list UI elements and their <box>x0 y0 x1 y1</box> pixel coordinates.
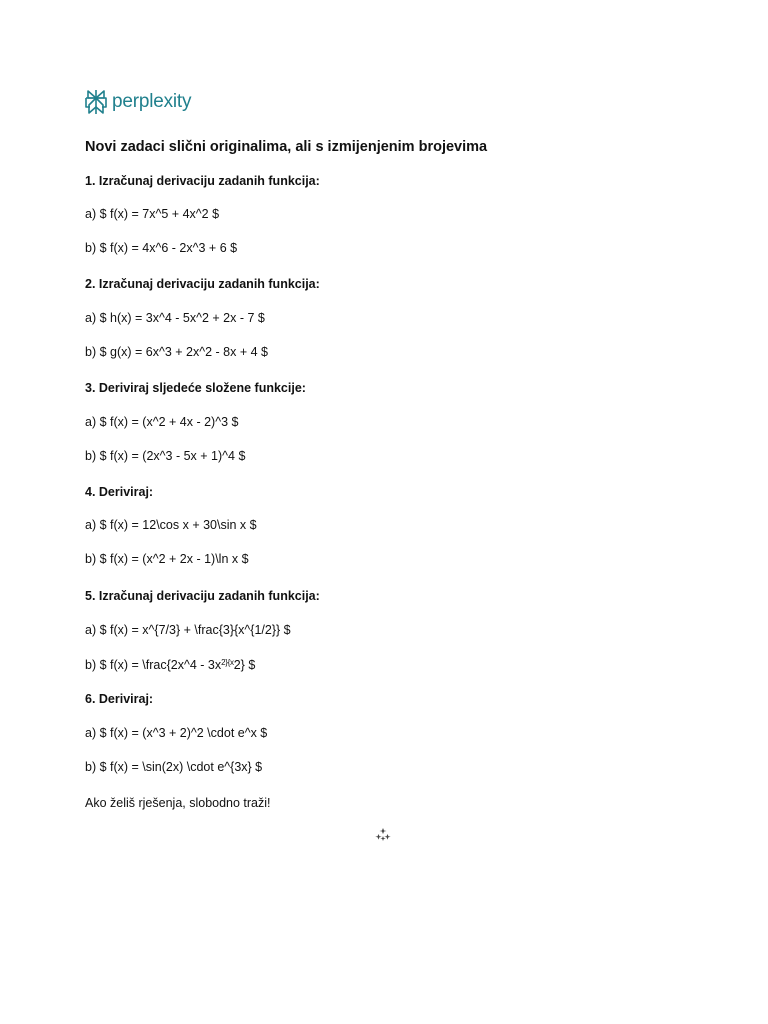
section-5-item-b-prefix: b) $ f(x) = \frac{2x^4 - 3x <box>85 658 222 672</box>
section-2-heading: 2. Izračunaj derivaciju zadanih funkcija: <box>85 277 320 291</box>
section-5-heading: 5. Izračunaj derivaciju zadanih funkcija: <box>85 589 320 603</box>
section-4-item-b: b) $ f(x) = (x^2 + 2x - 1)\ln x $ <box>85 552 249 566</box>
section-6-item-a: a) $ f(x) = (x^3 + 2)^2 \cdot e^x $ <box>85 726 268 740</box>
perplexity-logo <box>85 88 191 116</box>
section-3-item-a: a) $ f(x) = (x^2 + 4x - 2)^3 $ <box>85 415 239 429</box>
section-6-item-b: b) $ f(x) = \sin(2x) \cdot e^{3x} $ <box>85 760 263 774</box>
section-3-heading: 3. Deriviraj sljedeće složene funkcije: <box>85 381 306 395</box>
perplexity-logo-icon <box>85 89 107 115</box>
section-1-item-a: a) $ f(x) = 7x^5 + 4x^2 $ <box>85 207 220 221</box>
section-4-heading: 4. Deriviraj: <box>85 485 154 499</box>
section-5-item-b-suffix: 2} $ <box>233 658 256 672</box>
section-5-item-b-superscript: 2}{x <box>221 658 234 667</box>
section-5-item-b <box>85 655 255 673</box>
sparkle-cluster-icon <box>375 828 391 842</box>
section-4-item-a: a) $ f(x) = 12\cos x + 30\sin x $ <box>85 518 257 532</box>
brand-name: perplexity <box>112 91 192 112</box>
section-6-heading: 6. Deriviraj: <box>85 692 154 706</box>
closing-text: Ako želiš rješenja, slobodno traži! <box>85 796 271 810</box>
section-5-item-a: a) $ f(x) = x^{7/3} + \frac{3}{x^{1/2}} $ <box>85 623 291 637</box>
section-2-item-a: a) $ h(x) = 3x^4 - 5x^2 + 2x - 7 $ <box>85 311 265 325</box>
section-2-item-b: b) $ g(x) = 6x^3 + 2x^2 - 8x + 4 $ <box>85 345 269 359</box>
page-title: Novi zadaci slični originalima, ali s izmijenjenim brojevima <box>85 139 488 155</box>
section-3-item-b: b) $ f(x) = (2x^3 - 5x + 1)^4 $ <box>85 449 246 463</box>
section-1-heading: 1. Izračunaj derivaciju zadanih funkcija: <box>85 174 320 188</box>
section-1-item-b: b) $ f(x) = 4x^6 - 2x^3 + 6 $ <box>85 241 238 255</box>
